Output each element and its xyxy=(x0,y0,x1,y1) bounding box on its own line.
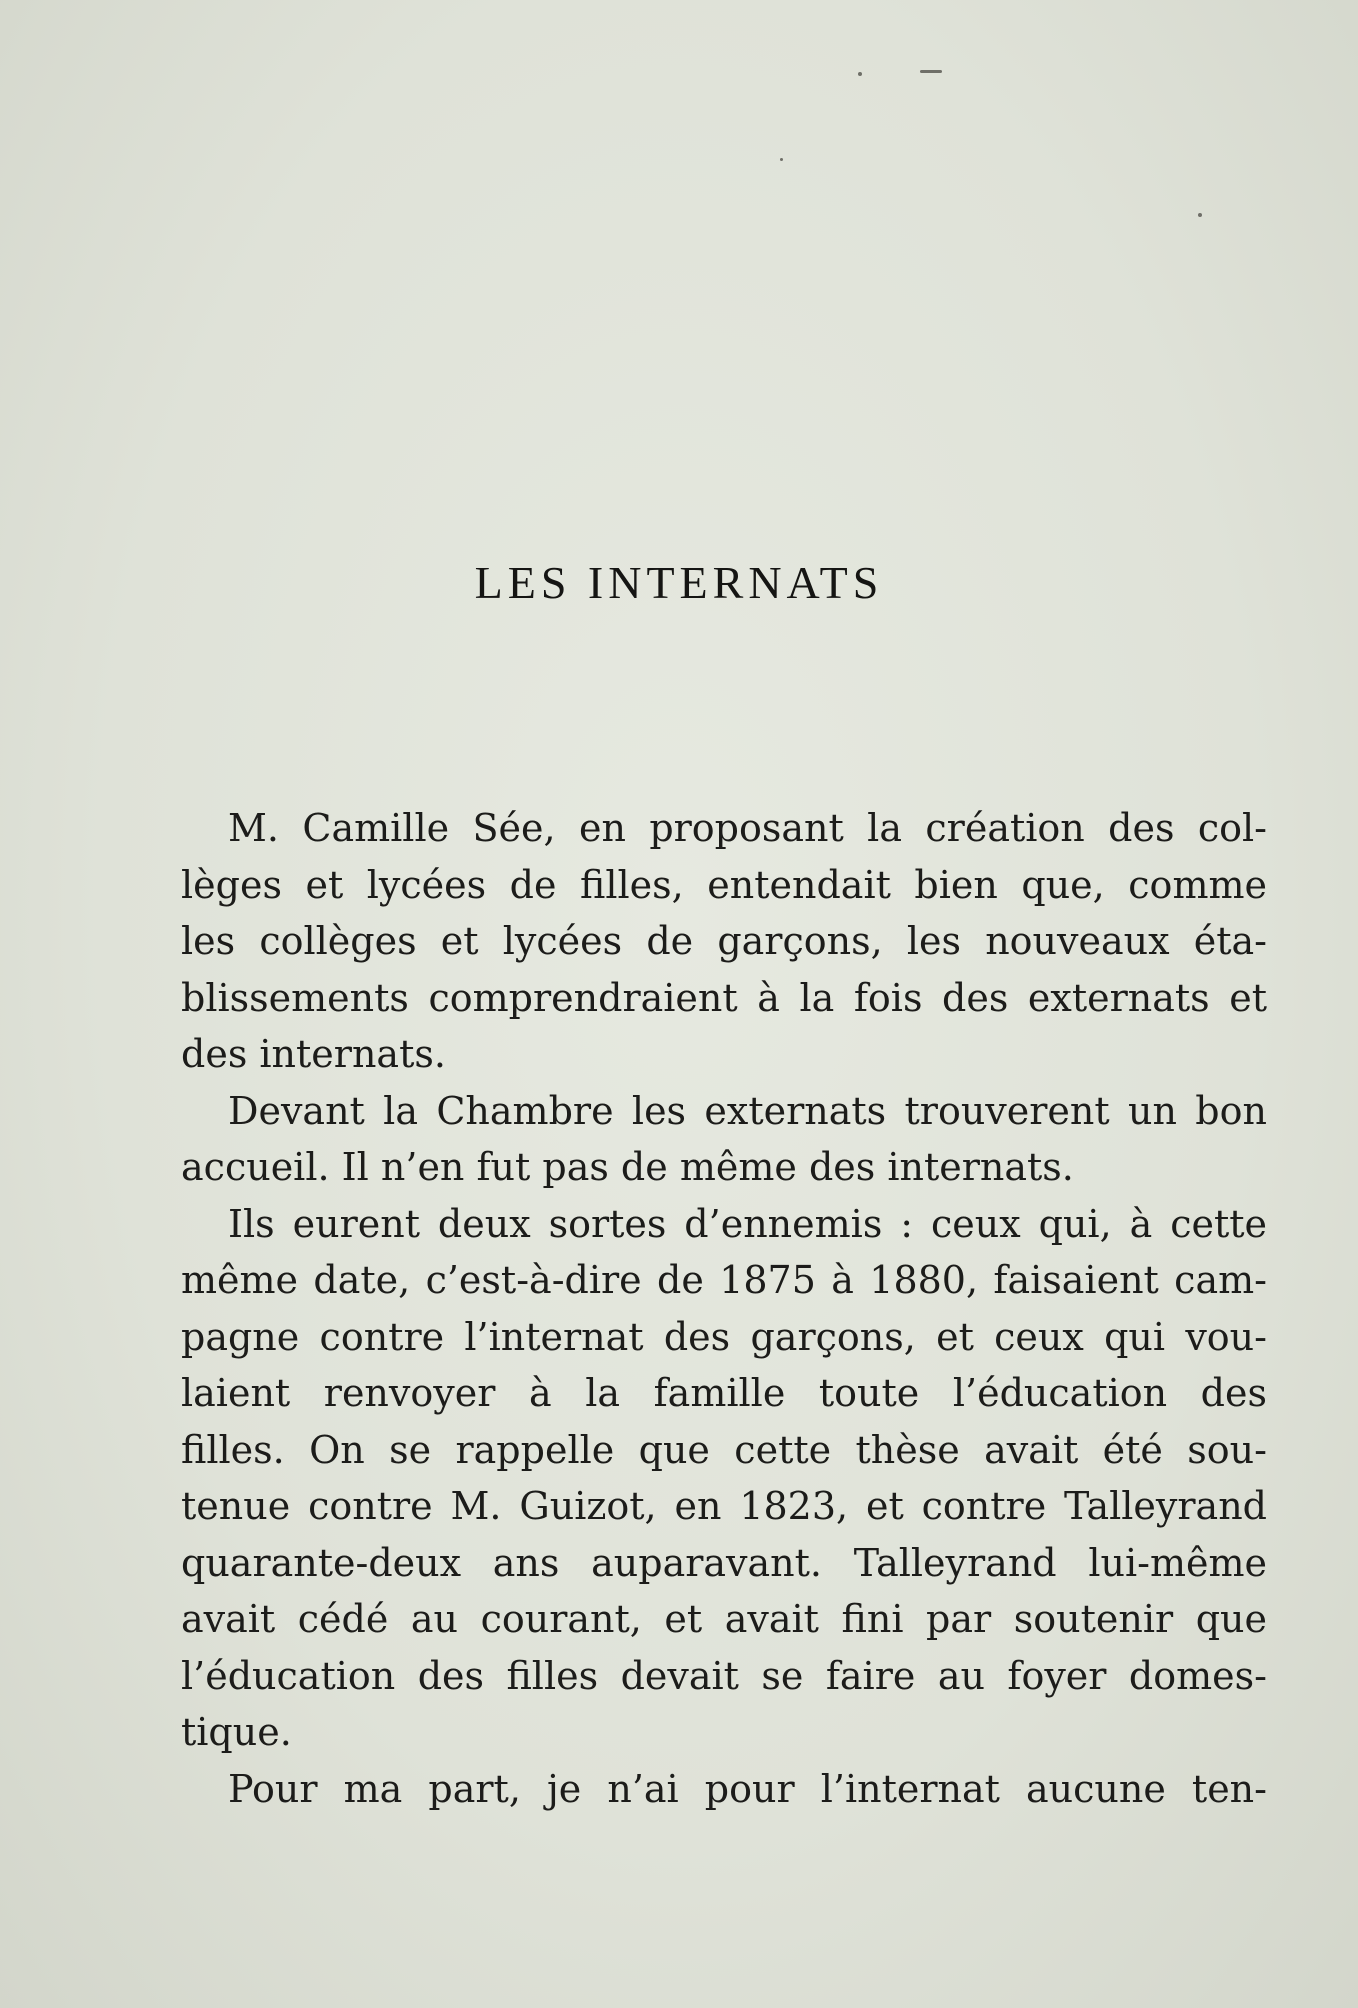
ink-speck xyxy=(920,70,942,73)
text-line: lèges et lycées de filles, entendait bien que, comme xyxy=(181,862,1267,907)
text-line: tique. xyxy=(181,1710,292,1754)
text-line: avait cédé au courant, et avait fini par soutenir que xyxy=(181,1597,1267,1641)
paragraph-1 xyxy=(181,800,1267,1083)
text-line: les collèges et lycées de garçons, les nouveaux éta- xyxy=(181,919,1267,963)
text-line: tenue contre M. Guizot, en 1823, et contre Talleyrand xyxy=(181,1484,1267,1528)
text-line: quarante-deux ans auparavant. Talleyrand lui-même xyxy=(181,1540,1267,1585)
ink-speck xyxy=(780,158,783,161)
text-line: des internats. xyxy=(181,1032,446,1076)
text-line: blissements comprendraient à la fois des externats et xyxy=(181,975,1267,1020)
body-text xyxy=(181,800,1267,1817)
paragraph-3 xyxy=(181,1196,1267,1761)
text-line: filles. On se rappelle que cette thèse avait été sou- xyxy=(181,1427,1267,1472)
ink-speck xyxy=(1198,213,1202,217)
ink-speck xyxy=(858,72,862,76)
chapter-title: LES INTERNATS xyxy=(474,557,884,608)
paragraph-4 xyxy=(181,1761,1267,1818)
text-line: même date, c’est-à-dire de 1875 à 1880, faisaient cam- xyxy=(181,1258,1267,1302)
text-line: M. Camille Sée, en proposant la création des col- xyxy=(228,806,1267,850)
text-line: l’éducation des filles devait se faire au foyer domes- xyxy=(181,1653,1267,1698)
text-line: accueil. Il n’en fut pas de même des internats. xyxy=(181,1145,1074,1189)
text-line: pagne contre l’internat des garçons, et ceux qui vou- xyxy=(181,1314,1267,1359)
text-line: Ils eurent deux sortes d’ennemis : ceux qui, à cette xyxy=(228,1201,1267,1246)
paragraph-2 xyxy=(181,1083,1267,1196)
text-line: laient renvoyer à la famille toute l’éducation des xyxy=(181,1371,1267,1415)
text-line: Devant la Chambre les externats trouverent un bon xyxy=(228,1088,1267,1133)
text-line: Pour ma part, je n’ai pour l’internat aucune ten- xyxy=(228,1766,1267,1811)
